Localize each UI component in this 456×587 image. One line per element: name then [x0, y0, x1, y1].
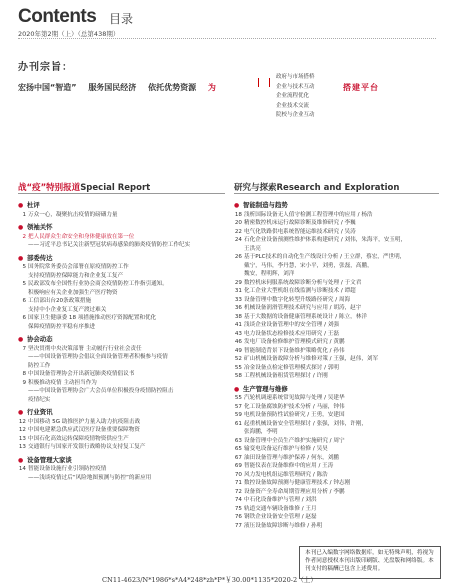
toc-entry[interactable]	[234, 437, 444, 446]
toc-page-number: 55	[234, 364, 242, 371]
toc-page-number: 69	[234, 463, 242, 469]
toc-entry[interactable]	[18, 418, 228, 427]
toc-entry-title: 中国移动 5G 助推医护力量入助力抗疫阻击战	[28, 418, 141, 425]
toc-entry[interactable]	[18, 272, 228, 281]
toc-entry[interactable]	[234, 236, 444, 245]
toc-page-number: 49	[234, 347, 242, 354]
toc-entry-title: 中国设备管理协会开出新冠肺炎疫情倡议书	[28, 371, 135, 377]
toc-entry-title: 输变电设备运行维护与检修 / 吴昊	[244, 446, 328, 452]
toc-entry[interactable]	[18, 465, 228, 474]
toc-entry-title: 设备资产全寿命周期管理应用分析 / 李鹏	[244, 488, 345, 495]
toc-category: ● 部委传达	[18, 254, 228, 264]
toc-entry-title: 中国电建紧急供应武汉医疗设备重要保障物资	[28, 427, 140, 433]
contents-title-cn: 目录	[109, 12, 134, 26]
theme-row	[18, 82, 225, 93]
toc-entry[interactable]	[18, 241, 228, 250]
toc-entry-title: ——浅谈疫情过后“风险地图预测与防控”的新应用	[28, 474, 152, 481]
toc-entry-title: 工程机械设备租赁管理探讨 / 许刚	[244, 373, 328, 379]
toc-page-number: 65	[234, 446, 242, 452]
toc-entry[interactable]	[234, 471, 444, 480]
toc-entry[interactable]	[18, 426, 228, 435]
toc-category: ● 协会动态	[18, 335, 228, 345]
toc-entry-title: 张海鹏，李明	[244, 429, 278, 435]
toc-entry[interactable]	[18, 370, 228, 379]
research-heading	[234, 181, 399, 193]
toc-entry-title: 坚决贯彻中央决策部署 主动履行行业社会责任	[28, 345, 142, 352]
toc-page-number: 41	[234, 322, 242, 328]
toc-page-number: 13	[18, 435, 26, 442]
special-report-title-cn: 战“疫”特别报道	[18, 183, 81, 193]
toc-entry[interactable]	[18, 474, 228, 483]
contents-title: Contents	[18, 6, 97, 27]
toc-page-number: 13	[18, 444, 26, 450]
toc-entry-title: 基于大数据的设备健康管理系统设计 / 陈立，林洋	[244, 313, 367, 320]
theme-bracket-mark: 为	[207, 83, 216, 92]
toc-entry[interactable]	[234, 479, 444, 488]
toc-entry-title: 国务院常务委员会部署在原疫情防控工作	[28, 264, 129, 270]
toc-entry-title: 化工企业大型机组在线监测与诊断技术 / 谭超	[244, 288, 356, 294]
toc-entry[interactable]	[234, 296, 444, 305]
toc-page-number: 52	[234, 356, 242, 362]
toc-entry[interactable]	[18, 306, 228, 315]
toc-page-number: 14	[18, 466, 26, 472]
toc-entry-title: 油田设备管理与维护保养 / 何东，刘鹏	[244, 454, 339, 461]
toc-entry-title: 起重机械设备安全管理探讨 / 张强，刘伟，许刚，	[244, 420, 367, 427]
toc-page-number: 67	[234, 454, 242, 461]
toc-page-number: 71	[234, 480, 242, 486]
toc-page-number: 31	[234, 288, 242, 294]
toc-entry[interactable]	[234, 347, 444, 356]
research-title-en: Research and Exploration	[276, 183, 400, 193]
toc-page-number: 7	[22, 345, 26, 352]
theme-subitem: 企业与技术互动	[276, 83, 315, 90]
toc-page-number: 36	[234, 305, 242, 311]
theme-subitem: 政府与市场搭桥	[276, 74, 315, 80]
toc-entry-title: 风力发电机组运维管理研究 / 陈浩	[244, 471, 328, 478]
toc-entry-title: 中国石化高效运转保障疫情物资供应生产	[28, 435, 129, 442]
toc-entry-title: 浅析国际设备无人值守检测工程管理中的应用 / 杨浩	[244, 211, 373, 218]
toc-entry[interactable]	[18, 353, 228, 362]
toc-category: ● 领袖关怀	[18, 223, 228, 233]
toc-entry[interactable]	[234, 304, 444, 313]
toc-entry-title: 机械设备润滑管理技术研究与应用 / 胡涛，赵宇	[244, 305, 362, 311]
issue-info: 2020年第2期（上）（总第438期）	[18, 30, 120, 38]
theme-platform: 搭建平台	[343, 83, 379, 92]
toc-page-number: 12	[18, 427, 26, 433]
toc-entry-title: ——习近平总书记关注新型冠状病毒感染的肺炎疫情防控工作纪实	[28, 242, 191, 248]
toc-entry-title: 精密数控机床运行故障诊断及维修研究 / 李巍	[244, 220, 356, 226]
toc-entry[interactable]	[234, 496, 444, 505]
toc-entry-title: 积极推动疫情 主动担当作为	[28, 379, 97, 386]
toc-page-number: 63	[234, 437, 242, 444]
toc-page-number: 26	[234, 254, 242, 260]
toc-page-number: 55	[234, 395, 242, 401]
toc-entry-title: ——中国设备管理协会广大会员单位积极投身疫情防控阻击	[28, 388, 174, 394]
toc-entry-title: 把人民群众生命安全和身体健康放在第一位	[28, 233, 135, 240]
toc-entry-title: ——中国设备管理协会倡议全面设备管理者积极参与疫情	[28, 354, 168, 360]
toc-entry-title: 发电厂设备检修维护管理模式研究 / 黄鹏	[244, 339, 345, 345]
theme-subitems	[276, 73, 315, 121]
theme-bracket	[258, 78, 270, 87]
toc-entry[interactable]	[234, 420, 444, 429]
toc-page-number: 38	[234, 313, 242, 320]
toc-page-number: 5	[22, 281, 26, 287]
toc-page-number: 72	[234, 488, 242, 495]
toc-entry-title: 工信部出台20条政策措施	[28, 298, 92, 304]
research-rule	[234, 193, 439, 194]
toc-entry-title: 数控机床伺服系统故障诊断分析与处理 / 于文君	[244, 279, 362, 286]
toc-category: ● 杜评	[18, 201, 228, 211]
toc-entry-title: 钢铁企业设备安全管理 / 赵磊	[244, 514, 317, 520]
toc-page-number: 46	[234, 339, 242, 345]
special-report-heading	[18, 181, 150, 193]
toc-page-number: 22	[234, 228, 242, 235]
toc-page-number: 29	[234, 279, 242, 286]
toc-entry[interactable]	[234, 338, 444, 347]
toc-entry[interactable]	[234, 488, 444, 497]
toc-entry-title: 防控工作	[28, 362, 51, 369]
toc-entry[interactable]	[234, 253, 444, 262]
toc-page-number: 57	[234, 403, 242, 410]
toc-entry-title: 中石化设备维护与管理 / 刘洪	[244, 497, 317, 503]
toc-entry-title: 电气化铁路供电系统智能运维技术研究 / 吴涛	[244, 228, 356, 235]
toc-page-number: 70	[234, 471, 242, 478]
toc-entry-title: 国家卫生健康委 18 项措施推动医疗资源配置和优化	[28, 315, 157, 321]
toc-category: ● 生产管理与维修	[234, 385, 444, 395]
toc-entry[interactable]	[234, 313, 444, 322]
toc-page-number: 20	[234, 220, 242, 226]
toc-entry-title: 支持疫情防控保障能力和企业复工复产	[28, 272, 124, 279]
toc-page-number: 58	[234, 373, 242, 379]
toc-page-number: 12	[18, 418, 26, 425]
toc-entry-title: 矿山机械设备故障分析与维修对策 / 王强，赵伟，刘军	[244, 356, 379, 362]
toc-entry[interactable]	[234, 372, 444, 381]
toc-entry-title: 液压设备故障诊断与维修 / 孙明	[244, 522, 323, 529]
toc-entry[interactable]	[18, 387, 228, 396]
toc-entry-title: 化工设备腐蚀防护技术分析 / 马丽，钟伟	[244, 403, 345, 410]
toc-entry-title: 智能制造背景下设备维护策略优化 / 孙伟	[244, 347, 345, 354]
toc-entry[interactable]	[234, 364, 444, 373]
toc-entry-title: 王洪亮	[244, 245, 261, 252]
toc-entry[interactable]	[234, 454, 444, 463]
toc-entry[interactable]	[234, 262, 444, 271]
special-report-list	[18, 197, 228, 482]
toc-page-number: 2	[22, 233, 26, 240]
toc-entry[interactable]	[18, 314, 228, 323]
theme-subitem: 企业技术交流	[276, 102, 310, 109]
toc-entry[interactable]	[234, 245, 444, 254]
toc-entry-title: 保障疫情防控平稳有序推进	[28, 323, 96, 330]
toc-page-number: 8	[22, 371, 26, 377]
toc-entry-title: 设备管理中全员生产维护实施研究 / 周宁	[244, 437, 345, 444]
toc-page-number: 61	[234, 420, 242, 427]
toc-category: ● 行业资讯	[18, 408, 228, 418]
toc-entry[interactable]	[18, 323, 228, 332]
toc-page-number: 77	[234, 522, 242, 529]
toc-entry-title: 数控设备故障预测与健康管理技术 / 钟志刚	[244, 480, 351, 486]
header-divider	[18, 38, 436, 39]
toc-entry[interactable]	[18, 233, 228, 242]
toc-entry[interactable]	[234, 428, 444, 437]
toc-entry[interactable]	[234, 228, 444, 237]
copyright-notice: 本刊已入编数字网络数据库，如无特殊声明，将视为作者同意授权本刊出版印刷版、光盘版和网络版。本刊支付的稿酬已包含上述费用。	[299, 546, 441, 579]
toc-entry[interactable]	[18, 379, 228, 388]
toc-entry[interactable]	[234, 355, 444, 364]
theme-item: 依托优势资源	[148, 83, 197, 92]
toc-page-number: 75	[234, 505, 242, 512]
toc-entry[interactable]	[18, 263, 228, 272]
toc-entry[interactable]	[234, 211, 444, 220]
research-list	[234, 197, 444, 530]
toc-page-number: 59	[234, 412, 242, 418]
toc-entry-title: 汽轮机调速系统常见故障与处理 / 吴建华	[244, 395, 345, 401]
toc-entry-title: 疫情纪实	[28, 396, 51, 403]
toc-page-number: 1	[22, 211, 26, 218]
toc-entry[interactable]	[234, 279, 444, 288]
toc-entry[interactable]	[18, 345, 228, 354]
toc-page-number: 74	[234, 497, 242, 503]
toc-entry[interactable]	[18, 362, 228, 371]
toc-entry-title: 石化企业设备预测性维护体系构建研究 / 刘伟，朱海平，安玉明，	[244, 237, 407, 243]
toc-entry[interactable]	[234, 270, 444, 279]
publication-code: CN11-4623/N*1986*s*A4*248*zh*P*￥30.00*1135*2020-2（上）	[102, 576, 317, 584]
toc-entry[interactable]	[234, 522, 444, 531]
toc-entry[interactable]	[234, 462, 444, 471]
toc-entry[interactable]	[234, 394, 444, 403]
toc-page-number: 6	[22, 315, 26, 321]
toc-category: ● 设备管理大家谈	[18, 456, 228, 466]
toc-entry-title: 民政部发布全国性行业协会商会疫情防控工作指引通知。	[28, 281, 168, 287]
toc-entry-title: 轨道交通车辆设备维修 / 王月	[244, 505, 317, 512]
toc-entry[interactable]	[234, 330, 444, 339]
theme-subitem: 企业流程优化	[276, 93, 310, 100]
toc-page-number: 18	[234, 211, 242, 218]
toc-entry[interactable]	[18, 435, 228, 444]
toc-page-number: 24	[234, 237, 242, 243]
toc-entry[interactable]	[234, 411, 444, 420]
toc-entry-title: 交通银行与国家开发银行战略协议支持复工复产	[28, 444, 146, 450]
toc-page-number: 33	[234, 296, 242, 303]
toc-entry-title: 设备管理中数字化转型升级路径研究 / 周海	[244, 296, 351, 303]
toc-entry[interactable]	[234, 321, 444, 330]
toc-page-number: 43	[234, 330, 242, 337]
toc-entry-title: 支持中小企业复工复产渡过难关	[28, 306, 107, 313]
toc-entry[interactable]	[18, 211, 228, 220]
toc-page-number: 5	[22, 264, 26, 270]
theme-item: 宏扬中国“智造”	[18, 83, 77, 92]
theme-item: 服务国民经济	[88, 83, 137, 92]
toc-page-number: 6	[22, 298, 26, 304]
toc-entry[interactable]	[234, 219, 444, 228]
research-title-cn: 研究与探索	[234, 183, 277, 193]
toc-entry-title: 冶金设备点检定修管理模式探讨 / 郭明	[244, 364, 339, 371]
toc-entry[interactable]	[234, 287, 444, 296]
toc-entry-title: 电力设备状态检修技术应用研究 / 王磊	[244, 330, 339, 337]
toc-entry-title: 戴宁，马伟，李丹慧，宋小平，刘勇，张磊，高鹏，	[244, 262, 373, 269]
toc-entry[interactable]	[18, 289, 228, 298]
toc-entry[interactable]	[18, 280, 228, 289]
toc-entry[interactable]	[18, 297, 228, 306]
special-report-title-en: Special Report	[80, 183, 151, 193]
toc-entry-title: 电机设备预防性试验研究 / 王勇，安建国	[244, 412, 345, 418]
toc-entry[interactable]	[18, 396, 228, 405]
toc-page-number: 9	[22, 379, 26, 386]
toc-entry-title: 基于PLC技术的自动化生产线设计分析 / 王立群，蔡宏，严世明，	[244, 254, 406, 260]
theme-subitem: 院校与企业互动	[276, 112, 315, 119]
toc-entry-title: 万众一心，凝聚抗击疫情的磅礴力量	[28, 211, 118, 218]
toc-entry[interactable]	[234, 445, 444, 454]
toc-entry[interactable]	[18, 443, 228, 452]
toc-entry-title: 智能设备设施行业引领防控疫情	[28, 466, 107, 472]
toc-page-number: 76	[234, 514, 242, 520]
toc-entry[interactable]	[234, 505, 444, 514]
toc-entry[interactable]	[234, 513, 444, 522]
toc-entry-title: 魏安，程明辉，刘洋	[244, 271, 295, 277]
theme-heading: 办刊宗旨：	[18, 62, 73, 73]
special-report-rule	[18, 193, 225, 194]
toc-entry-title: 积极响应有关企业加强生产医疗物资	[28, 289, 118, 296]
toc-entry[interactable]	[234, 403, 444, 412]
toc-entry-title: 智能仪表在设备维修中的应用 / 王涛	[244, 463, 334, 469]
toc-category: ● 智能制造与趋势	[234, 201, 444, 211]
toc-entry-title: 浅谈企业设备管理中的安全管理 / 刘强	[244, 322, 339, 328]
